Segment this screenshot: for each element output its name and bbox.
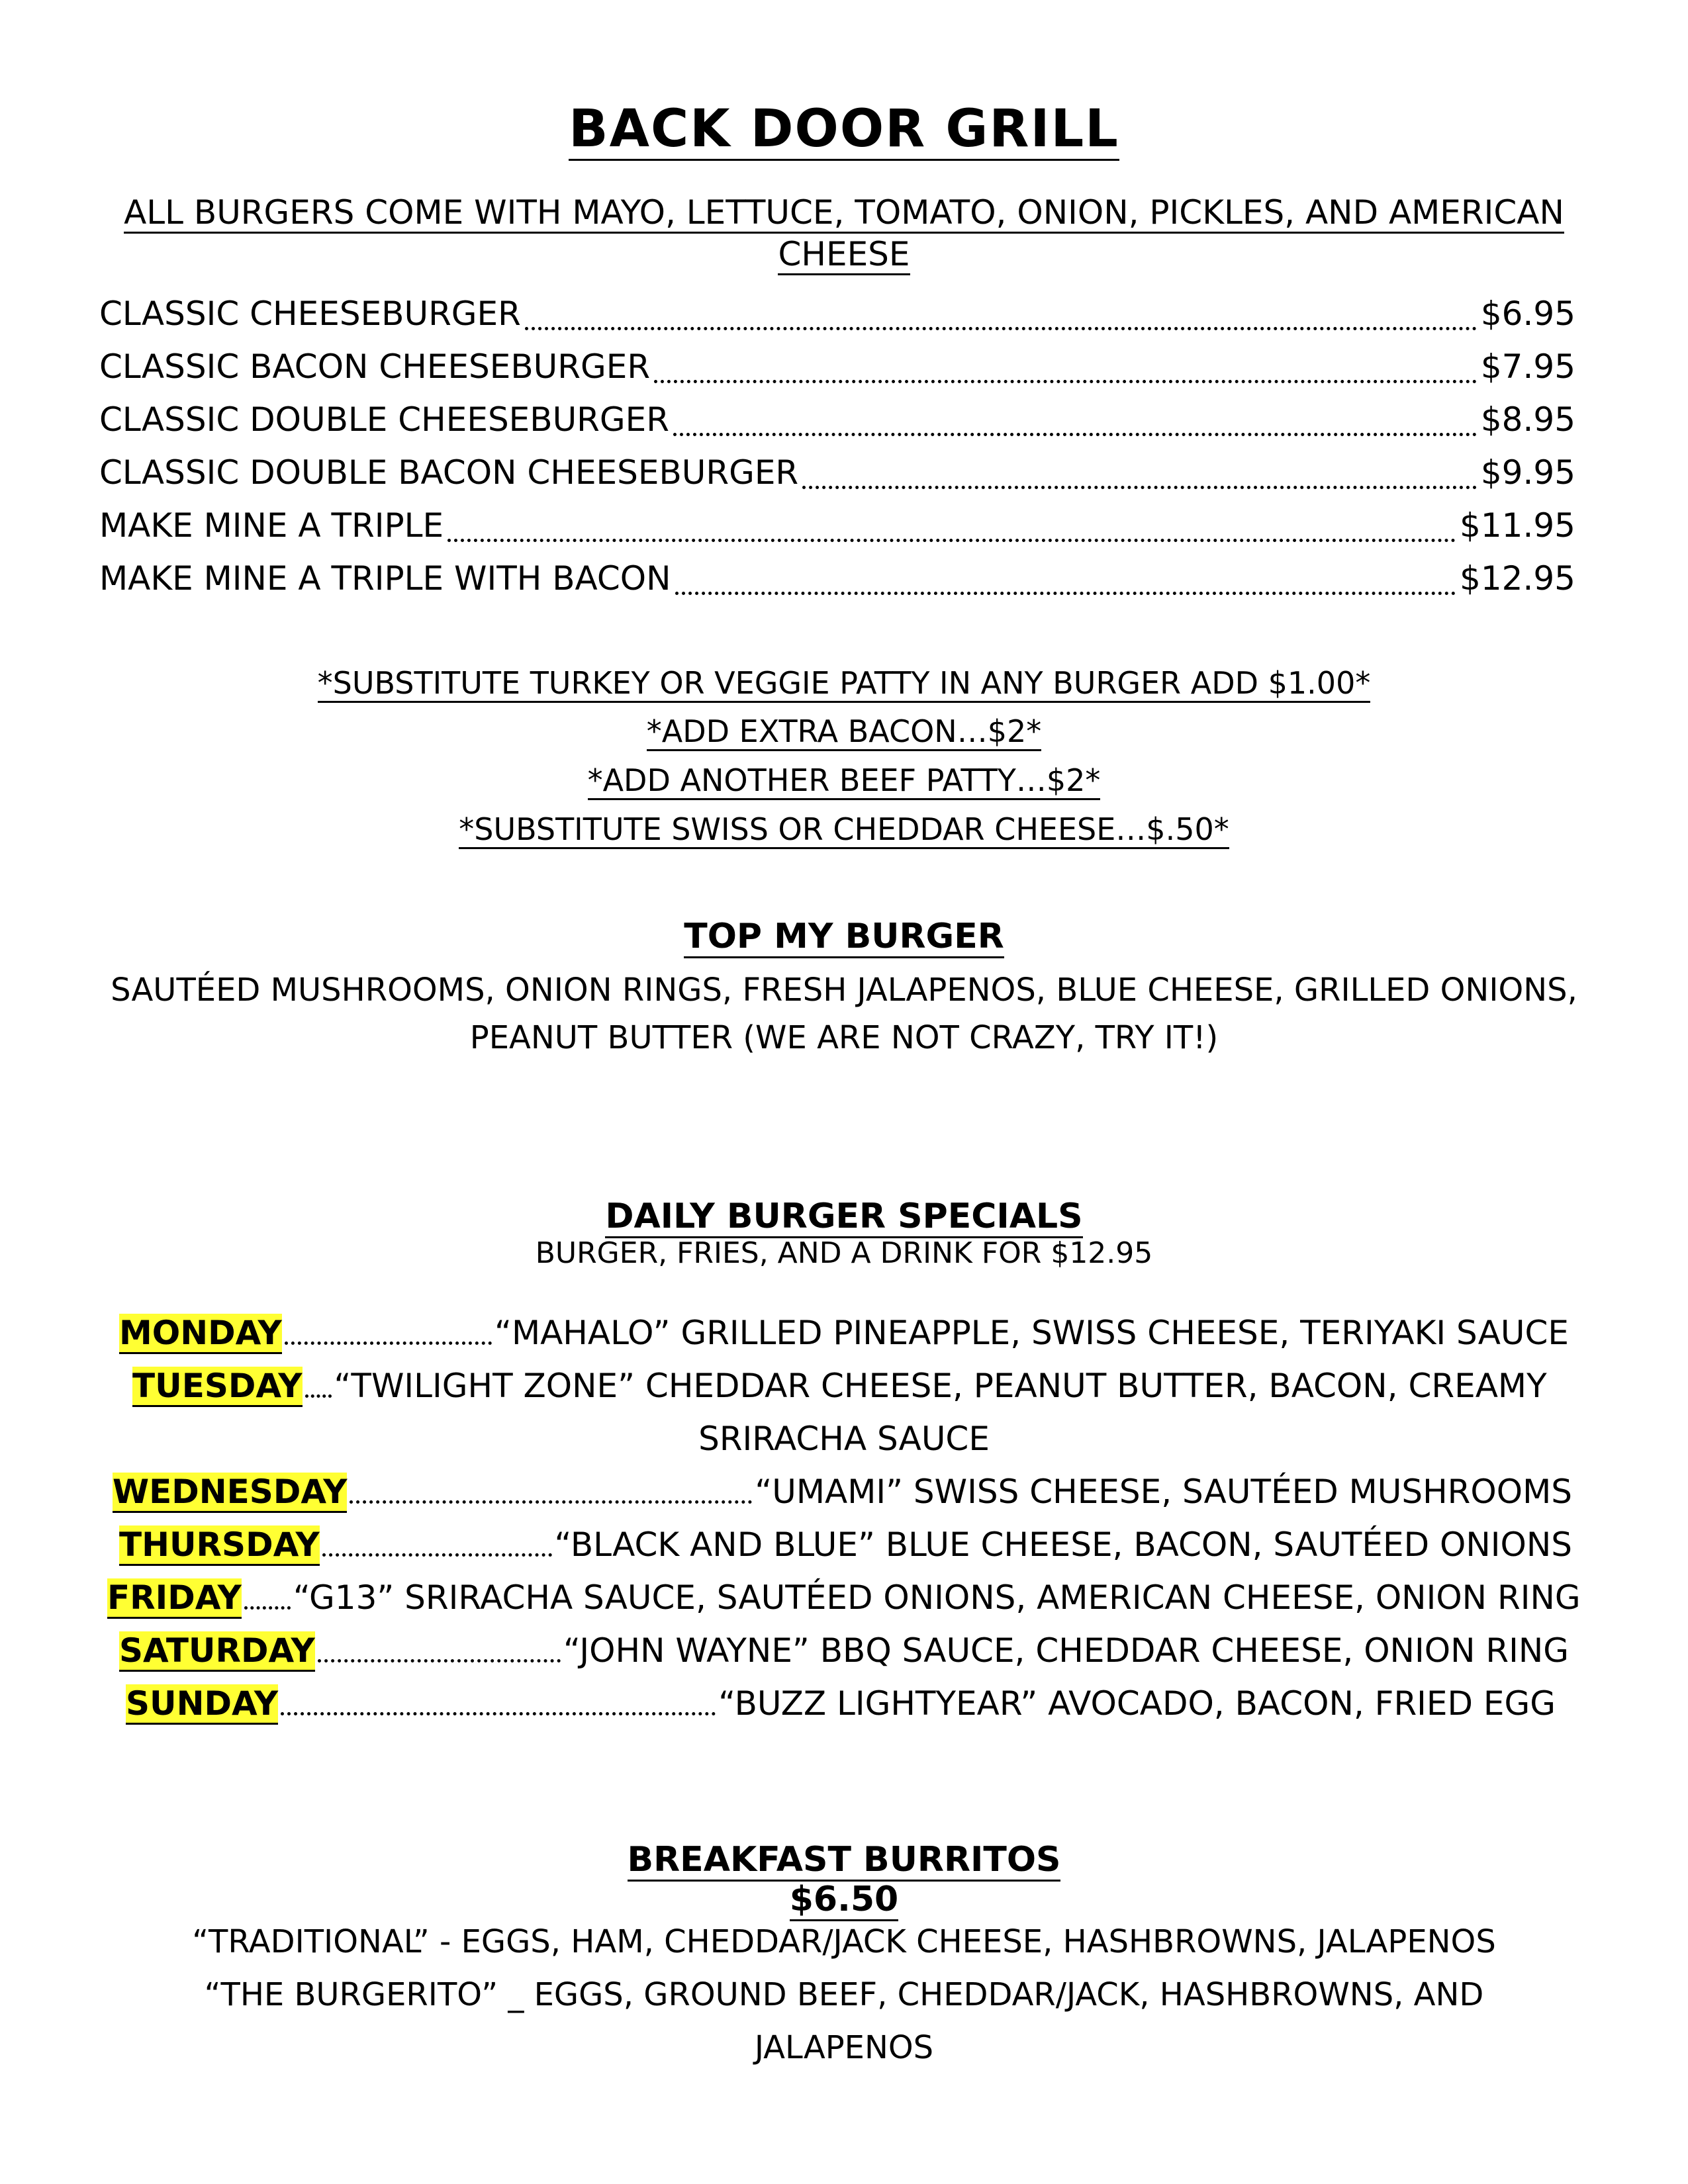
- special-row: [119, 1525, 1572, 1566]
- toppings-line: PEANUT BUTTER (WE ARE NOT CRAZY, TRY IT!): [469, 1019, 1219, 1056]
- note-text: *SUBSTITUTE SWISS OR CHEDDAR CHEESE…$.50*: [459, 811, 1229, 849]
- burritos-price: [0, 1880, 1688, 1919]
- note: [0, 713, 1688, 749]
- special-day: FRIDAY: [107, 1578, 242, 1619]
- note-text: *ADD EXTRA BACON…$2*: [647, 713, 1041, 751]
- menu-item-name: MAKE MINE A TRIPLE: [99, 506, 444, 545]
- special-day: WEDNESDAY: [113, 1473, 347, 1513]
- burrito-line: “TRADITIONAL” - EGGS, HAM, CHEDDAR/JACK CHEESE, HASHBROWNS, JALAPENOS: [192, 1923, 1496, 1960]
- special-desc: “BLACK AND BLUE” BLUE CHEESE, BACON, SAUTÉED ONIONS: [554, 1525, 1572, 1564]
- special-desc: “JOHN WAYNE” BBQ SAUCE, CHEDDAR CHEESE, ONION RING: [563, 1631, 1569, 1670]
- menu-item-price: $6.95: [1480, 295, 1575, 333]
- toppings-heading-text: TOP MY BURGER: [684, 917, 1004, 958]
- dot-leader: [673, 428, 1477, 436]
- note-text: *ADD ANOTHER BEEF PATTY…$2*: [588, 762, 1101, 800]
- special-row: [126, 1684, 1556, 1725]
- specials-heading-text: DAILY BURGER SPECIALS: [605, 1197, 1082, 1238]
- special-desc: “MAHALO” GRILLED PINEAPPLE, SWISS CHEESE, TERIYAKI SAUCE: [494, 1314, 1569, 1352]
- menu-item-name: CLASSIC BACON CHEESEBURGER: [99, 347, 651, 386]
- dot-leader: [802, 480, 1477, 489]
- dot-leader: [350, 1495, 752, 1504]
- burger-subtitle-text: ALL BURGERS COME WITH MAYO, LETTUCE, TOMATO, ONION, PICKLES, AND AMERICAN CHEESE: [124, 193, 1564, 275]
- dot-leader: [525, 322, 1477, 330]
- toppings-heading: [0, 917, 1688, 956]
- special-row: [107, 1578, 1581, 1619]
- special-desc: “UMAMI” SWISS CHEESE, SAUTÉED MUSHROOMS: [755, 1473, 1572, 1511]
- dot-leader: [244, 1601, 291, 1610]
- dot-leader: [322, 1548, 552, 1557]
- burger-subtitle: [86, 192, 1602, 275]
- note: [0, 665, 1688, 701]
- menu-item: [99, 506, 1575, 554]
- special-day: THURSDAY: [119, 1525, 320, 1566]
- note-text: *SUBSTITUTE TURKEY OR VEGGIE PATTY IN ANY BURGER ADD $1.00*: [318, 665, 1371, 703]
- burritos-price-text: $6.50: [790, 1880, 898, 1921]
- special-desc-continued: SRIRACHA SAUCE: [698, 1420, 990, 1458]
- menu-item-name: CLASSIC DOUBLE CHEESEBURGER: [99, 400, 669, 439]
- menu-item: [99, 559, 1575, 607]
- burrito-line: “THE BURGERITO” _ EGGS, GROUND BEEF, CHEDDAR/JACK, HASHBROWNS, AND: [204, 1976, 1484, 2013]
- menu-item-price: $8.95: [1480, 400, 1575, 439]
- special-day: SATURDAY: [119, 1631, 315, 1672]
- menu-item-price: $11.95: [1460, 506, 1575, 545]
- dot-leader: [675, 586, 1456, 595]
- special-day: MONDAY: [119, 1314, 282, 1354]
- toppings-line: SAUTÉED MUSHROOMS, ONION RINGS, FRESH JALAPENOS, BLUE CHEESE, GRILLED ONIONS,: [111, 972, 1577, 1009]
- page-title-text: BACK DOOR GRILL: [569, 99, 1119, 161]
- menu-item: [99, 347, 1575, 395]
- special-row: [119, 1631, 1569, 1672]
- menu-item-price: $7.95: [1480, 347, 1575, 386]
- special-row: [113, 1473, 1572, 1513]
- page-title: [0, 99, 1688, 159]
- special-row: [119, 1314, 1569, 1354]
- dot-leader: [285, 1336, 492, 1345]
- dot-leader: [447, 533, 1456, 542]
- burritos-heading-text: BREAKFAST BURRITOS: [628, 1840, 1061, 1882]
- menu-item-name: CLASSIC DOUBLE BACON CHEESEBURGER: [99, 453, 799, 492]
- note: [0, 762, 1688, 798]
- note: [0, 811, 1688, 847]
- special-desc: “BUZZ LIGHTYEAR” AVOCADO, BACON, FRIED EGG: [718, 1684, 1556, 1723]
- specials-heading: [0, 1197, 1688, 1236]
- dot-leader: [318, 1654, 561, 1662]
- menu-item-name: CLASSIC CHEESEBURGER: [99, 295, 521, 333]
- menu-item: [99, 295, 1575, 342]
- dot-leader: [305, 1389, 332, 1398]
- special-day: TUESDAY: [132, 1367, 303, 1407]
- special-desc: “TWILIGHT ZONE” CHEDDAR CHEESE, PEANUT BUTTER, BACON, CREAMY: [334, 1367, 1547, 1405]
- special-day: SUNDAY: [126, 1684, 278, 1725]
- special-desc: “G13” SRIRACHA SAUCE, SAUTÉED ONIONS, AMERICAN CHEESE, ONION RING: [293, 1578, 1581, 1617]
- burritos-heading: [0, 1840, 1688, 1880]
- menu-item-price: $12.95: [1460, 559, 1575, 598]
- menu-item: [99, 400, 1575, 448]
- dot-leader: [281, 1707, 716, 1715]
- menu-item-name: MAKE MINE A TRIPLE WITH BACON: [99, 559, 671, 598]
- dot-leader: [654, 375, 1477, 383]
- burrito-line: JALAPENOS: [754, 2029, 934, 2066]
- menu-item-price: $9.95: [1480, 453, 1575, 492]
- special-row: [132, 1367, 1556, 1407]
- menu-item: [99, 453, 1575, 501]
- specials-subheading: BURGER, FRIES, AND A DRINK FOR $12.95: [535, 1236, 1153, 1270]
